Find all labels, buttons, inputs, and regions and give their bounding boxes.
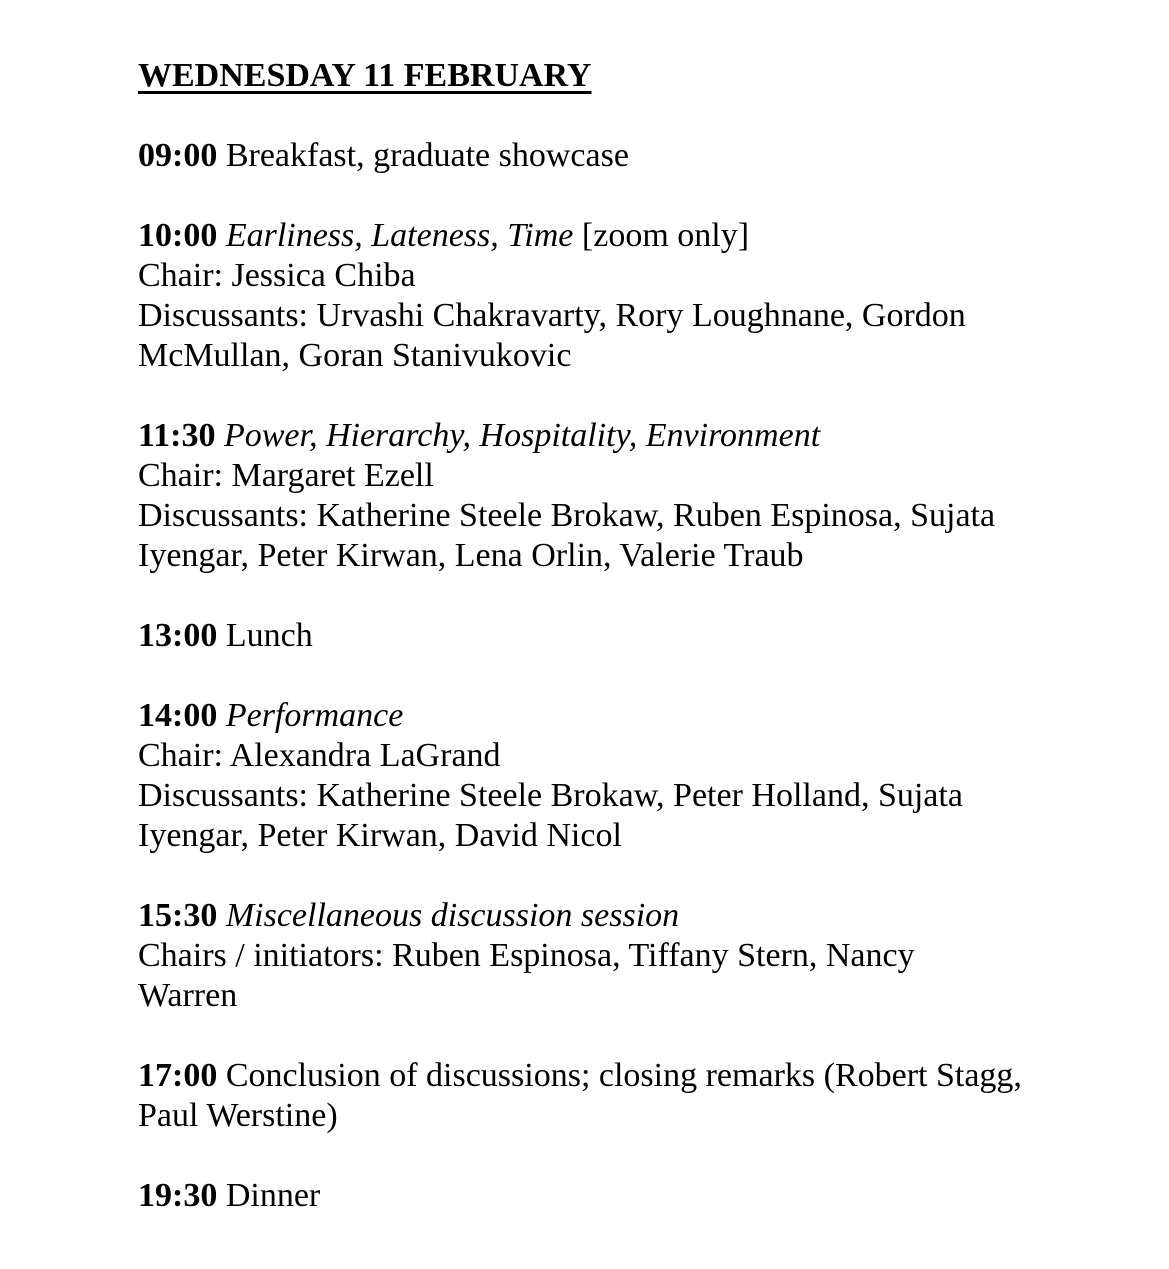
event-line (138, 296, 1139, 336)
event-text: Discussants: Katherine Steele Brokaw, Ruben Espinosa, Sujata (138, 497, 996, 534)
event-text: Conclusion of discussions; closing remarks (Robert Stagg, (217, 1057, 1022, 1094)
event-line (138, 1056, 1139, 1096)
event-text: Warren (138, 977, 238, 1014)
event-text: Chair: Jessica Chiba (138, 257, 416, 294)
event-block (138, 1056, 1139, 1136)
events-list (138, 136, 1139, 1216)
event-line (138, 1096, 1139, 1136)
event-line (138, 536, 1139, 576)
event-line (138, 1176, 1139, 1216)
event-text: Breakfast, graduate showcase (217, 137, 629, 174)
event-text: McMullan, Goran Stanivukovic (138, 337, 572, 374)
event-text: Dinner (217, 1177, 321, 1214)
event-line (138, 496, 1139, 536)
event-time: 11:30 (138, 417, 216, 454)
event-line (138, 936, 1139, 976)
event-line (138, 736, 1139, 776)
event-text: [zoom only] (573, 217, 750, 254)
event-text: Discussants: Urvashi Chakravarty, Rory Loughnane, Gordon (138, 297, 966, 334)
session-title: Earliness, Lateness, Time (225, 217, 574, 254)
event-line (138, 216, 1139, 256)
event-text (217, 897, 226, 934)
event-line (138, 976, 1139, 1016)
event-line (138, 696, 1139, 736)
event-block (138, 896, 1139, 1016)
event-block (138, 1176, 1139, 1216)
event-time: 13:00 (138, 617, 218, 654)
event-text: Lunch (217, 617, 313, 654)
event-time: 09:00 (138, 137, 218, 174)
event-line (138, 776, 1139, 816)
event-block (138, 216, 1139, 376)
event-text: Discussants: Katherine Steele Brokaw, Peter Holland, Sujata (138, 777, 963, 814)
event-text: Chair: Alexandra LaGrand (138, 737, 501, 774)
event-line (138, 896, 1139, 936)
event-line (138, 416, 1139, 456)
event-text: Chairs / initiators: Ruben Espinosa, Tiffany Stern, Nancy (138, 937, 915, 974)
event-text (217, 217, 226, 254)
session-title: Performance (225, 697, 404, 734)
session-title: Miscellaneous discussion session (225, 897, 680, 934)
event-block (138, 616, 1139, 656)
event-time: 19:30 (138, 1177, 218, 1214)
event-text: Paul Werstine) (138, 1097, 338, 1134)
event-line (138, 256, 1139, 296)
event-block (138, 136, 1139, 176)
event-block (138, 416, 1139, 576)
event-block (138, 696, 1139, 856)
event-line (138, 816, 1139, 856)
event-text: Iyengar, Peter Kirwan, David Nicol (138, 817, 622, 854)
event-line (138, 336, 1139, 376)
event-line (138, 456, 1139, 496)
event-text: Chair: Margaret Ezell (138, 457, 434, 494)
event-text (217, 697, 226, 734)
event-time: 17:00 (138, 1057, 218, 1094)
event-text (215, 417, 224, 454)
event-line (138, 136, 1139, 176)
event-line (138, 616, 1139, 656)
event-time: 15:30 (138, 897, 218, 934)
day-heading: WEDNESDAY 11 FEBRUARY (138, 57, 592, 94)
event-time: 14:00 (138, 697, 218, 734)
event-text: Iyengar, Peter Kirwan, Lena Orlin, Valerie Traub (138, 537, 804, 574)
session-title: Power, Hierarchy, Hospitality, Environment (223, 417, 821, 454)
event-time: 10:00 (138, 217, 218, 254)
